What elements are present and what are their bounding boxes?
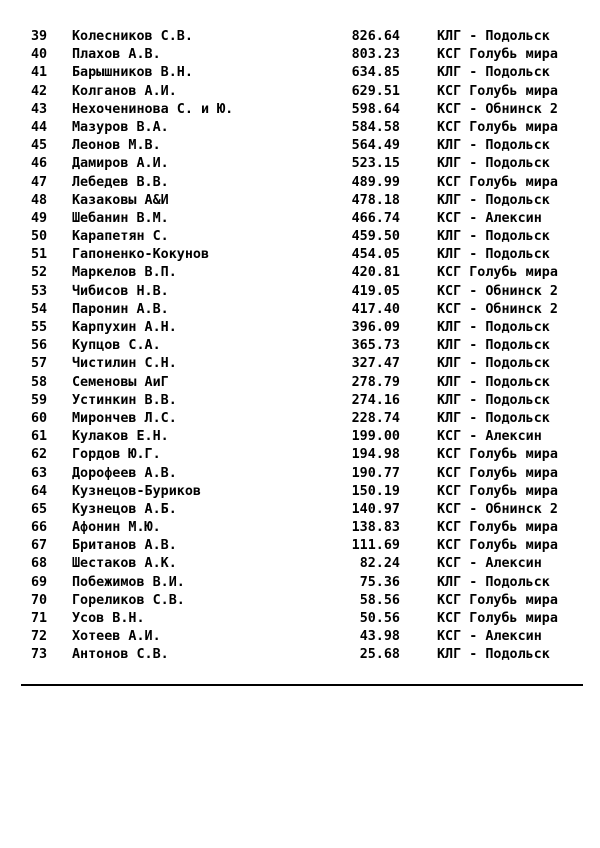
score-value: 454.05: [351, 247, 400, 263]
club-name: КСГ - Обнинск 2: [437, 283, 558, 299]
rank-number: 71: [31, 611, 48, 626]
rank-number: 46: [31, 156, 48, 172]
participant-name: Карпухин А.Н.: [72, 320, 177, 335]
participant-name: Казаковы А&И: [72, 192, 169, 208]
club-name: КСГ - Обнинск 2: [437, 301, 558, 317]
club-name: КСГ - Алексин: [437, 429, 542, 445]
club-name: КЛГ - Подольск: [437, 229, 550, 245]
rank-number: 52: [31, 265, 48, 281]
list-item: [0, 646, 600, 664]
list-item: [0, 355, 600, 373]
participant-name: Хотеев А.И.: [72, 629, 161, 645]
participant-name: Дамиров А.И.: [72, 156, 169, 172]
list-item: [0, 246, 600, 264]
list-item: [0, 319, 600, 337]
club-name: КЛГ - Подольск: [437, 647, 550, 663]
club-name: КЛГ - Подольск: [437, 156, 550, 172]
list-item: [0, 283, 600, 301]
participant-name: Антонов С.В.: [72, 647, 169, 663]
list-item: [0, 119, 600, 137]
rank-number: 67: [31, 538, 48, 554]
club-name: КЛГ - Подольск: [437, 338, 550, 354]
rank-number: 53: [31, 283, 48, 299]
score-value: 82.24: [359, 556, 400, 572]
score-value: 459.50: [351, 229, 400, 245]
rank-number: 61: [31, 429, 48, 445]
club-name: КСГ Голубь мира: [437, 83, 558, 99]
score-value: 50.56: [359, 611, 400, 626]
list-item: [0, 210, 600, 228]
club-name: КСГ - Алексин: [437, 556, 542, 572]
score-value: 140.97: [351, 501, 400, 517]
rank-number: 60: [31, 410, 48, 426]
rank-number: 62: [31, 447, 48, 463]
participant-name: Леонов М.В.: [72, 138, 161, 154]
club-name: КЛГ - Подольск: [437, 320, 550, 335]
list-item: [0, 174, 600, 192]
list-item: [0, 337, 600, 355]
rank-number: 51: [31, 247, 48, 263]
score-value: 598.64: [351, 101, 400, 117]
score-value: 327.47: [351, 356, 400, 372]
participant-name: Дорофеев А.В.: [72, 465, 177, 481]
score-value: 417.40: [351, 301, 400, 317]
list-item: [0, 264, 600, 282]
participant-name: Гапоненко-Кокунов: [72, 247, 210, 263]
club-name: КЛГ - Подольск: [437, 138, 550, 154]
participant-name: Шестаков А.К.: [72, 556, 177, 572]
rank-number: 49: [31, 210, 48, 226]
participant-name: Кулаков Е.Н.: [72, 429, 169, 445]
rank-number: 56: [31, 338, 48, 354]
score-value: 228.74: [351, 410, 400, 426]
rank-number: 73: [31, 647, 48, 663]
rank-number: 54: [31, 301, 48, 317]
club-name: КСГ Голубь мира: [437, 119, 558, 135]
participant-name: Маркелов В.П.: [72, 265, 177, 281]
score-value: 365.73: [351, 338, 400, 354]
club-name: КЛГ - Подольск: [437, 374, 550, 390]
list-item: [0, 192, 600, 210]
participant-name: Лебедев В.В.: [72, 174, 169, 190]
list-item: [0, 446, 600, 464]
score-value: 199.00: [351, 429, 400, 445]
score-value: 523.15: [351, 156, 400, 172]
participant-name: Семеновы АиГ: [72, 374, 169, 390]
participant-name: Чистилин С.Н.: [72, 356, 177, 372]
club-name: КСГ Голубь мира: [437, 465, 558, 481]
list-item: [0, 301, 600, 319]
score-value: 826.64: [351, 29, 400, 44]
list-item: [0, 537, 600, 555]
score-value: 194.98: [351, 447, 400, 463]
club-name: КЛГ - Подольск: [437, 356, 550, 372]
participant-name: Гореликов С.В.: [72, 592, 185, 608]
club-name: КСГ Голубь мира: [437, 265, 558, 281]
club-name: КСГ Голубь мира: [437, 174, 558, 190]
club-name: КЛГ - Подольск: [437, 410, 550, 426]
score-value: 25.68: [359, 647, 400, 663]
list-item: [0, 628, 600, 646]
participant-name: Кузнецов-Буриков: [72, 483, 201, 499]
list-item: [0, 574, 600, 592]
list-item: [0, 465, 600, 483]
score-value: 58.56: [359, 592, 400, 608]
club-name: КСГ Голубь мира: [437, 447, 558, 463]
participant-name: Британов А.В.: [72, 538, 177, 554]
list-item: [0, 155, 600, 173]
list-item: [0, 592, 600, 610]
rank-number: 68: [31, 556, 48, 572]
club-name: КСГ - Алексин: [437, 210, 542, 226]
score-value: 584.58: [351, 119, 400, 135]
club-name: КЛГ - Подольск: [437, 247, 550, 263]
list-item: [0, 83, 600, 101]
participant-name: Устинкин В.В.: [72, 392, 177, 408]
club-name: КЛГ - Подольск: [437, 29, 550, 44]
score-value: 489.99: [351, 174, 400, 190]
participant-name: Мирончев Л.С.: [72, 410, 177, 426]
club-name: КСГ - Обнинск 2: [437, 501, 558, 517]
rank-number: 70: [31, 592, 48, 608]
score-value: 803.23: [351, 47, 400, 63]
participant-name: Колесников С.В.: [72, 29, 193, 44]
rank-number: 57: [31, 356, 48, 372]
list-item: [0, 64, 600, 82]
score-value: 274.16: [351, 392, 400, 408]
list-item: [0, 483, 600, 501]
rank-number: 48: [31, 192, 48, 208]
score-value: 150.19: [351, 483, 400, 499]
club-name: КСГ Голубь мира: [437, 611, 558, 626]
rank-number: 55: [31, 320, 48, 335]
club-name: КЛГ - Подольск: [437, 574, 550, 590]
participant-name: Карапетян С.: [72, 229, 169, 245]
participant-name: Мазуров В.А.: [72, 119, 169, 135]
club-name: КСГ Голубь мира: [437, 520, 558, 536]
list-item: [0, 374, 600, 392]
list-item: [0, 610, 600, 628]
club-name: КСГ - Алексин: [437, 629, 542, 645]
participant-name: Чибисов Н.В.: [72, 283, 169, 299]
rank-number: 47: [31, 174, 48, 190]
rank-number: 65: [31, 501, 48, 517]
club-name: КЛГ - Подольск: [437, 65, 550, 81]
rank-number: 72: [31, 629, 48, 645]
participant-name: Афонин М.Ю.: [72, 520, 161, 536]
list-item: [0, 519, 600, 537]
score-value: 111.69: [351, 538, 400, 554]
list-item: [0, 137, 600, 155]
rank-number: 41: [31, 65, 48, 81]
rank-number: 45: [31, 138, 48, 154]
participant-name: Купцов С.А.: [72, 338, 161, 354]
score-value: 564.49: [351, 138, 400, 154]
results-list: [0, 28, 600, 665]
rank-number: 69: [31, 574, 48, 590]
list-item: [0, 392, 600, 410]
rank-number: 44: [31, 119, 48, 135]
participant-name: Побежимов В.И.: [72, 574, 185, 590]
list-item: [0, 410, 600, 428]
club-name: КСГ Голубь мира: [437, 47, 558, 63]
participant-name: Колганов А.И.: [72, 83, 177, 99]
list-item: [0, 428, 600, 446]
list-item: [0, 101, 600, 119]
rank-number: 42: [31, 83, 48, 99]
score-value: 634.85: [351, 65, 400, 81]
participant-name: Нехоченинова С. и Ю.: [72, 101, 234, 117]
participant-name: Барышников В.Н.: [72, 65, 193, 81]
score-value: 478.18: [351, 192, 400, 208]
list-item: [0, 501, 600, 519]
rank-number: 66: [31, 520, 48, 536]
list-item: [0, 555, 600, 573]
participant-name: Кузнецов А.Б.: [72, 501, 177, 517]
score-value: 396.09: [351, 320, 400, 335]
score-value: 629.51: [351, 83, 400, 99]
score-value: 420.81: [351, 265, 400, 281]
club-name: КСГ Голубь мира: [437, 538, 558, 554]
divider-line: [21, 684, 583, 686]
score-value: 466.74: [351, 210, 400, 226]
rank-number: 64: [31, 483, 48, 499]
participant-name: Паронин А.В.: [72, 301, 169, 317]
club-name: КЛГ - Подольск: [437, 392, 550, 408]
club-name: КЛГ - Подольск: [437, 192, 550, 208]
rank-number: 40: [31, 47, 48, 63]
score-value: 138.83: [351, 520, 400, 536]
club-name: КСГ Голубь мира: [437, 592, 558, 608]
score-value: 190.77: [351, 465, 400, 481]
participant-name: Шебанин В.М.: [72, 210, 169, 226]
participant-name: Усов В.Н.: [72, 611, 145, 626]
rank-number: 50: [31, 229, 48, 245]
club-name: КСГ - Обнинск 2: [437, 101, 558, 117]
participant-name: Плахов А.В.: [72, 47, 161, 63]
score-value: 43.98: [359, 629, 400, 645]
score-value: 419.05: [351, 283, 400, 299]
participant-name: Гордов Ю.Г.: [72, 447, 161, 463]
list-item: [0, 228, 600, 246]
rank-number: 58: [31, 374, 48, 390]
list-item: [0, 46, 600, 64]
rank-number: 39: [31, 29, 48, 44]
score-value: 278.79: [351, 374, 400, 390]
club-name: КСГ Голубь мира: [437, 483, 558, 499]
list-item: [0, 28, 600, 46]
rank-number: 63: [31, 465, 48, 481]
rank-number: 43: [31, 101, 48, 117]
rank-number: 59: [31, 392, 48, 408]
score-value: 75.36: [359, 574, 400, 590]
